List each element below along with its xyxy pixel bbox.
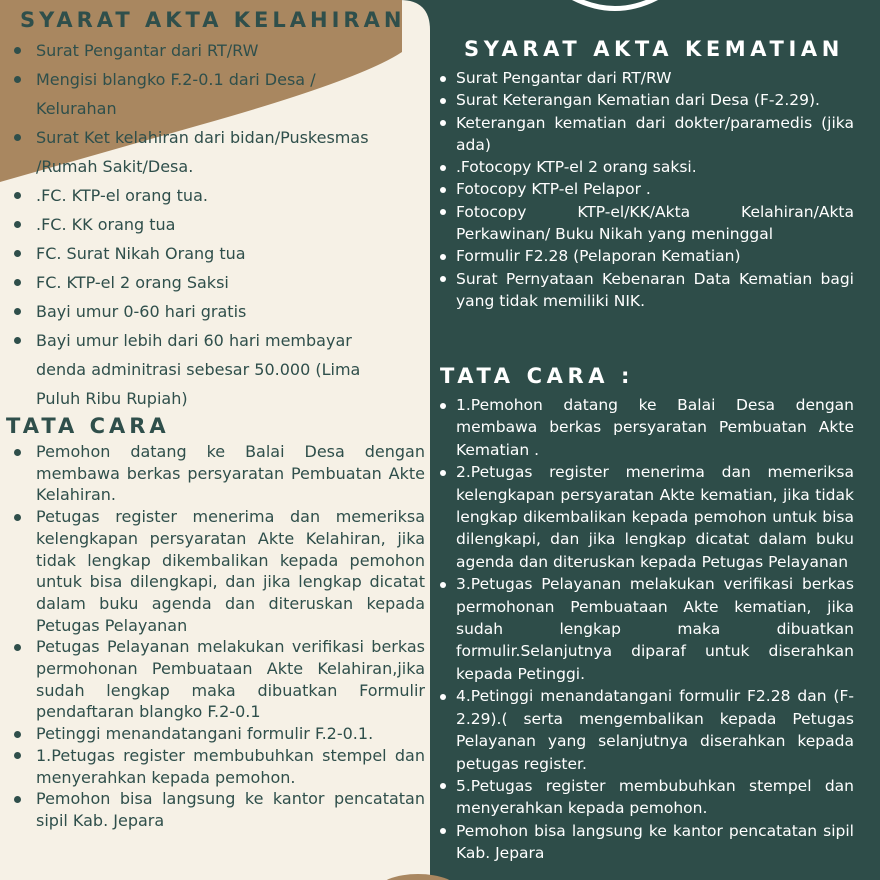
list-item: Bayi umur 0-60 hari gratis [0,297,416,326]
list-item: 3.Petugas Pelayanan melakukan verifikasi berkas permohonan Pembuataan Akte kematian, jika sudah lengkap maka dibuatkan formulir.Selanjutnya diparaf untuk diserahkan kepada Petinggi. [440,573,854,685]
list-item: Petugas Pelayanan melakukan verifikasi berkas permohonan Pembuataan Akte Kelahiran,jika sudah lengkap maka dibuatkan Formulir pendaftaran blangko F.2-0.1 [0,636,425,723]
list-item: Keterangan kematian dari dokter/paramedis (jika ada) [440,112,854,157]
death-requirements-list [440,67,854,312]
list-item: Surat Pengantar dari RT/RW [0,36,416,65]
list-item: 4.Petinggi menandatangani formulir F2.28 dan (F-2.29).( serta mengembalikan kepada Petugas Pelayanan yang selanjutnya diserahkan kepada petugas register. [440,685,854,775]
list-item: Pemohon bisa langsung ke kantor pencatatan sipil Kab. Jepara [440,820,854,865]
list-item: FC. KTP-el 2 orang Saksi [0,268,416,297]
list-item: Surat Ket kelahiran dari bidan/Puskesmas /Rumah Sakit/Desa. [0,123,416,181]
list-item: .Fotocopy KTP-el 2 orang saksi. [440,156,854,178]
list-item: .FC. KTP-el orang tua. [0,181,416,210]
list-item: .FC. KK orang tua [0,210,416,239]
birth-procedure-title: TATA CARA [6,414,170,438]
list-item: 1.Petugas register membubuhkan stempel dan menyerahkan kepada pemohon. [0,745,425,788]
list-item: Pemohon datang ke Balai Desa dengan membawa berkas persyaratan Pembuatan Akte Kelahiran. [0,441,425,506]
list-item: Fotocopy KTP-el/KK/Akta Kelahiran/Akta Perkawinan/ Buku Nikah yang meninggal [440,201,854,246]
birth-procedure-list [0,441,425,832]
list-item: Petinggi menandatangani formulir F.2-0.1. [0,723,425,745]
death-procedure-title: TATA CARA : [440,364,634,388]
list-item: Fotocopy KTP-el Pelapor . [440,178,854,200]
list-item: Formulir F2.28 (Pelaporan Kematian) [440,245,854,267]
list-item: 1.Pemohon datang ke Balai Desa dengan membawa berkas persyaratan Pembuatan Akte Kematian . [440,394,854,461]
list-item: Bayi umur lebih dari 60 hari membayar denda adminitrasi sebesar 50.000 (Lima Puluh Ribu Rupiah) [0,326,406,413]
birth-requirements-title: SYARAT AKTA KELAHIRAN [20,8,406,32]
birth-requirements-list [0,36,416,413]
list-item: 5.Petugas register membubuhkan stempel dan menyerahkan kepada pemohon. [440,775,854,820]
list-item: FC. Surat Nikah Orang tua [0,239,416,268]
list-item: Surat Pernyataan Kebenaran Data Kematian bagi yang tidak memiliki NIK. [440,268,854,313]
list-item: 2.Petugas register menerima dan memeriksa kelengkapan persyaratan Akte kematian, jika tidak lengkap dikembalikan kepada pemohon untuk bisa dilengkapi, dan jika lengkap dicatat dalam buku agenda dan diteruskan kepada Petugas Pelayanan [440,461,854,573]
death-procedure-list [440,394,854,865]
death-requirements-title: SYARAT AKTA KEMATIAN [464,37,844,61]
list-item: Surat Pengantar dari RT/RW [440,67,854,89]
list-item: Petugas register menerima dan memeriksa kelengkapan persyaratan Akte Kelahiran, jika tidak lengkap dikembalikan kepada pemohon untuk bisa dilengkapi, dan jika lengkap dicatat dalam buku agenda dan diteruskan kepada Petugas Pelayanan [0,506,425,636]
list-item: Mengisi blangko F.2-0.1 dari Desa / Kelurahan [0,65,396,123]
list-item: Pemohon bisa langsung ke kantor pencatatan sipil Kab. Jepara [0,788,425,831]
list-item: Surat Keterangan Kematian dari Desa (F-2.29). [440,89,854,111]
